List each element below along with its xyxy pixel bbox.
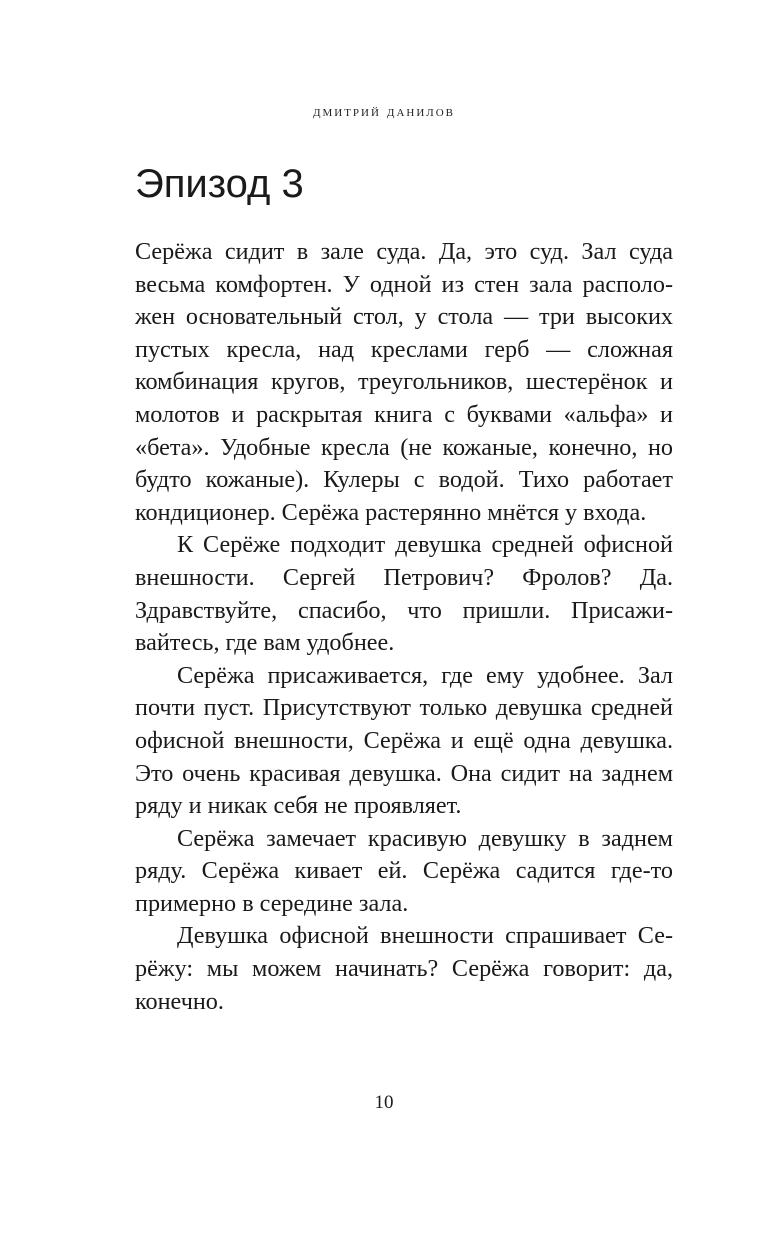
paragraph: К Серёже подходит девушка средней офисной внешности. Сергей Петрович? Фролов? Да. Здравствуйте, спасибо, что пришли. Присаживайтесь, где вам удобнее.: [135, 531, 673, 657]
chapter-title: Эпизод 3: [135, 162, 304, 206]
paragraph: Девушка офисной внешности спрашивает Серёжу: мы можем начинать? Серёжа говорит: да, конечно.: [135, 922, 673, 1015]
running-head-author: дмитрий данилов: [312, 103, 456, 120]
page-number: 10: [374, 1092, 394, 1113]
paragraph: Серёжа присаживается, где ему удобнее. Зал почти пуст. Присутствуют только девушка средней офисной внешности, Серёжа и ещё одна девушка. Это очень красивая девушка. Она сидит на заднем ряду и никак себя не проявляет.: [135, 661, 673, 820]
paragraph: Серёжа замечает красивую девушку в заднем ряду. Серёжа кивает ей. Серёжа садится где-то примерно в середине зала.: [135, 824, 673, 917]
body-text: [135, 236, 673, 1018]
paragraph: Серёжа сидит в зале суда. Да, это суд. Зал суда весьма комфортен. У одной из стен зала расположен основательный стол, у стола — три высоких пустых кресла, над креслами герб — сложная комбинация кругов, треугольников, шестерёнок и молотов и раскрытая книга с буквами «альфа» и «бета». Удобные кресла (не кожаные, конечно, но будто кожаные). Кулеры с водой. Тихо работает кондиционер. Серёжа растерянно мнётся у входа.: [135, 238, 673, 526]
